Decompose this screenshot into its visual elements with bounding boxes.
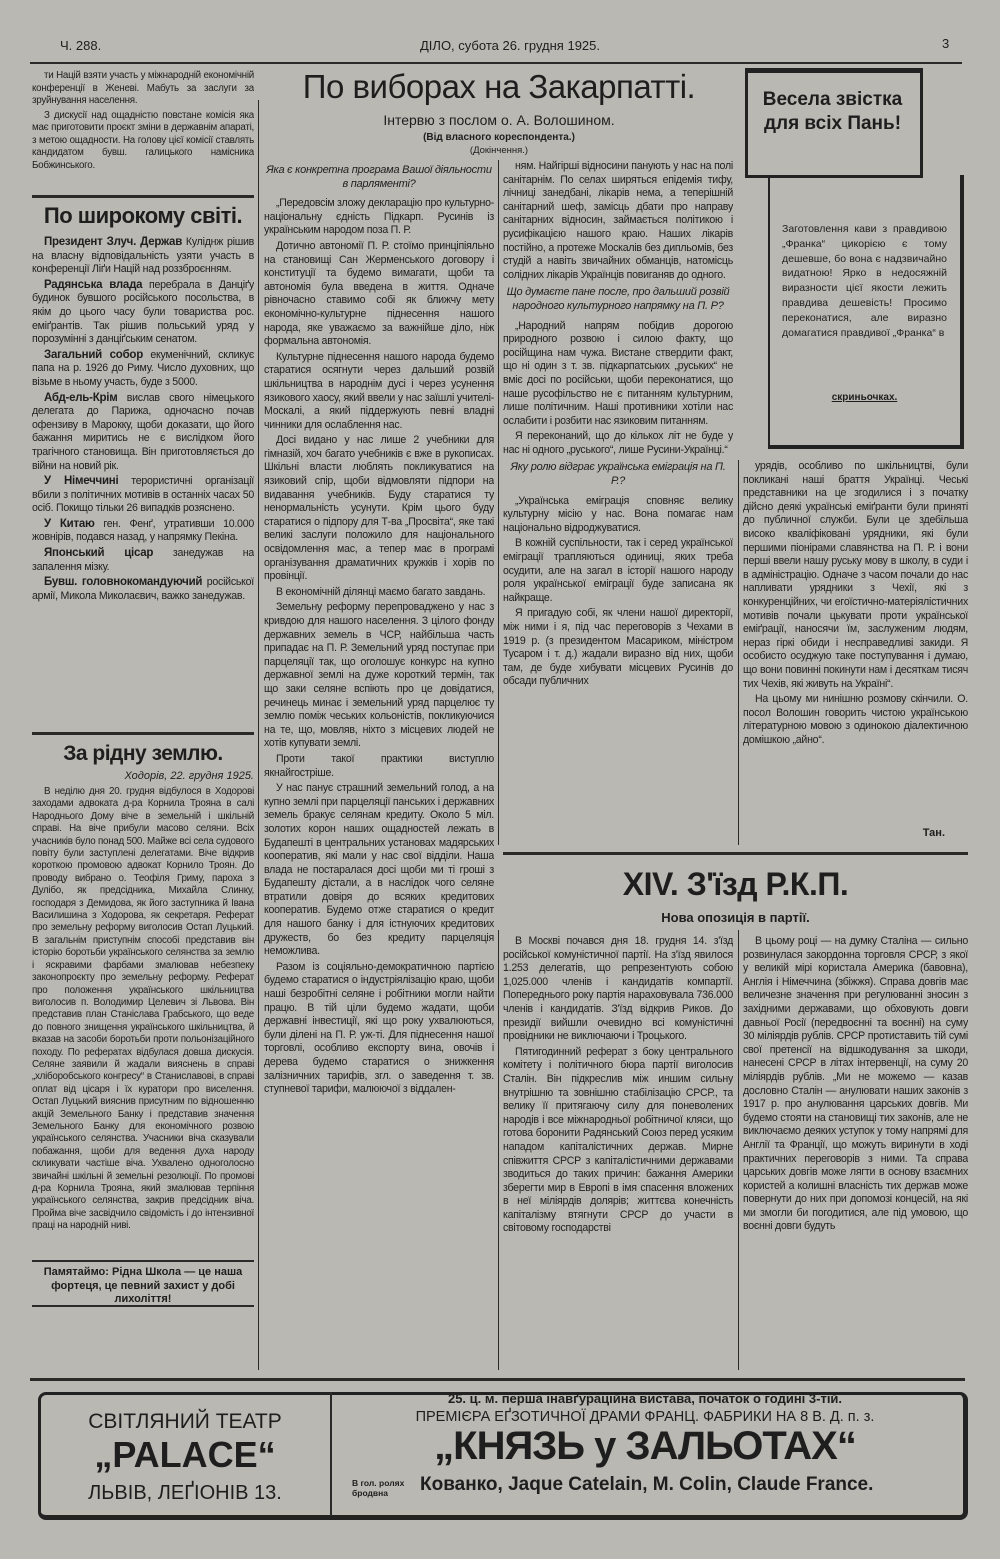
paragraph-text: вислав свого німецького делегата до Парижа, одночасно почав офензиву в Марокку, щоби доказати, що його бажання миритись не є вислідком його трагічного становища. Він приготовляється до війни на новий рік.: [32, 391, 254, 472]
interview-title: По виборах на Закарпатті.: [302, 68, 696, 105]
paragraph-lead: У Німеччині: [44, 475, 119, 488]
interview-col4: [743, 460, 968, 830]
coffee-ad-body: Заготовлення кави з правдивою „Франка“ цикорією є тому дешевше, бо вона є надзвичайно видатною! Ярко в недосяжній виразности цієї якости лежить правдива дешевість! Просимо переконатися, але виразно домагатися правдивої „Франка“ в: [782, 223, 947, 339]
congress-subtitle: Нова опозиція в партії.: [661, 910, 810, 925]
interview-question: Яку ролю відграє українська еміграція на П. Р.?: [510, 461, 726, 488]
paragraph-text: В Москві почався дня 18. грудня 14. з'їзд російської комуністичної партії. На з'їзд явилося 1.253 делегатів, що репрезентують собою 1,025.000 членів і кандидатів компартії. Попереднього року партія нараховувала 736.000 членів і кандидатів. З'їзд відкрив Риков. До президії вийшли очевидно всі комуністичні провідники не виключаючи і Троцького.: [503, 935, 733, 1043]
paragraph: [503, 607, 733, 689]
ad-line1: 25. ц. м. перша інавґураційна вистава, початок о годині 3-тій.: [447, 1391, 843, 1406]
paragraph-lead: Загальний собор: [44, 348, 143, 361]
paragraph: [32, 518, 254, 545]
section-rule: [32, 1260, 254, 1262]
paragraph: [264, 434, 494, 584]
paragraph-lead: Абд-ель-Крім: [44, 391, 118, 404]
paragraph-text: російської армії, Микола Миколаєвич, важко занедужав.: [32, 576, 254, 602]
paragraph-text: Пятигодинний реферат з боку центрального комітету і політичного бюра партії виголосив Сталін. Він підкреслив між иншим сильну внутрішню та зовнішню стабілізацію СРСР., та велику її притягаючу силу для поневолених народів і все міжнародньої робітничої кляси, що готова боронити Радянський Союз перед усяким нападом капіталістичних держав. Мирне співжиття СРСР з капіталістичними державами зводиться до таких причин: бажання Америки зберегти мир в Европі в імя спасення вложених в неї міліярдів долярів; життєва конечність капіталізму втягнути СРСР до участи в світовому господарстві: [503, 1045, 733, 1235]
paragraph-text: „Українська еміграція сповняє велику культурну місію у нас. Вона помагає нам національно відроджуватися.: [503, 494, 733, 534]
paragraph-lead: Японський цісар: [44, 547, 154, 560]
column-rule: [498, 160, 499, 845]
paragraph-text: Досі видано у нас лише 2 учебники для гімназій, хоч багато учебників є вже в рукописах. Шкільні власти люблять покликуватися на язиковий спір, щоби відмовляти підпори на видавання учебників. Буду старатися ту ненормальність усунути. Крім цього буду старатися о підпору для Т-ва „Просвіта“, яке такі великі заслуги положило для національного освідомлення мас, а тепер має в програмі організування драматичних кружків і хорів по провінції.: [264, 434, 494, 583]
section-rule: [32, 732, 254, 735]
interview-col3: [503, 160, 733, 848]
paragraph-text: Куліднж рішив на власну відповідальність узяти участь в конференції Ліґи Націй над роззброєнням.: [32, 236, 254, 276]
interview-subtitle: Інтервю з послом о. А. Волошином.: [383, 112, 615, 128]
section-rule: [503, 852, 968, 855]
paragraph: [32, 279, 254, 347]
paragraph: [503, 495, 733, 536]
paragraph: [32, 786, 254, 1233]
paragraph: [264, 351, 494, 433]
paragraph: [32, 547, 254, 574]
paragraph-text: Дотично автономії П. Р. стоїмо принціпіяльно на становищі Сан Жерменського договору і конституції та будемо вимагати, щоби та автономія була введена в життя. Одначе рівночасно ставимо собі як ближчу мету економічно-культурне піднесення нашого народа, яке уважаємо за важнійше діло, ніж формальна автономія.: [264, 239, 494, 348]
page-number: 3: [942, 36, 950, 51]
paragraph: [264, 753, 494, 780]
interview-col2: [264, 160, 494, 1372]
film-title: „КНЯЗЬ у ЗАЛЬОТАХ“: [434, 1424, 856, 1468]
paragraph: [503, 430, 733, 457]
paragraph: [32, 236, 254, 277]
paragraph: [264, 197, 494, 238]
paragraph: [503, 537, 733, 605]
paragraph: [32, 70, 254, 108]
ad-divider: [330, 1392, 332, 1516]
interview-question: Що думаєте пане после, про дальший розвій народного культурного напрямку на П. Р?: [506, 286, 730, 312]
paragraph-text: ням. Найгірші відносини панують у нас на полі санітарнім. По селах ширяться епідемія тифу, лічниці занедбані, лікарів нема, а теперішній санітарний шеф, замісць дбати про направу санітарних відносин, займається політикою і русифікацією нашого краю. Наших лікарів постійно, а протеже Москалів без дипльомів, без студій а навіть звичайних обманців, натомісць солідних лікарів Українців повиганяв до одного.: [503, 160, 733, 281]
paragraph: [264, 782, 494, 959]
paragraph: [743, 693, 968, 747]
issue-number: Ч. 288.: [60, 38, 102, 53]
paragraph-text: перебрала в Данціґу будинок бувшого російського посольства, в якім до цього часу були товариства рос. еміґрантів. Так рішив польський уряд у порозумінні з данціґським сенатом.: [32, 278, 254, 346]
paragraph: [503, 320, 733, 429]
paragraph-text: У нас панує страшний земельний голод, а на купно землі при парцеляції панських і державних земель бракує селянам кредиту. Около 5 міл. золотих корон наших ощадностей лежать в Будапешті в центральних установах мадярських кооператив, які мали у нас свої відділи. Наша влада не постаралася досі щоби ми ті гроші з Будапешту дістали, а в наслідок чого селяне втратили довіря до всяких кредитових кооператив. Будемо отже старатися о кредит для нашого банку і для істнуючих кредитових дружеств, бо без кредиту парцеляція неможлива.: [264, 782, 494, 958]
paragraph: [743, 935, 968, 1234]
paragraph-text: В цьому році — на думку Сталіна — сильно розвинулася закордонна торговля СРСР, з якої у великій мірі користала Америка (бавовна), Англія і Німеччина (збіжжя). Справа довгів має величезне значення при регулюванні зносин з західними державами, що обховують довги давньої Росії (передвоєнні та воєнні) на суму 30 міліярдів рублів. СРСР протиставить тій сумі свої претенсії на відшкодування за шкоди, нанесені СРСР в літах інтервенції, на суму 20 міліярдів рублів. „Ми не можемо — казав дословно Сталін — анулювати наших законів з 1917 р. про анулювання царських довгів. Ми будемо стояти на становищі тих законів, але не виключаємо деяких уступок у тому напрямі для Англії та Франції, що можуть виринути в ході практичних переговорів з ними. Та справа царських довгів може лягти в основу взаємних користей а колишні власність тих держав може повернути до них при допомозі концесій, на які ми змогли би погодитися, але під умовою, що воєнні довги будуть: [743, 935, 968, 1233]
paragraph-text: В кожній суспільности, так і серед української еміграції трапляються одиниці, яких треба осудити, але на загал в історії нашого народу роля української еміграції буде записана як найкраще.: [503, 537, 733, 604]
interview-continued: (Докінчення.): [469, 145, 529, 156]
paragraph-text: занедужав на запалення мізку.: [32, 547, 254, 573]
paragraph-text: „Народний напрям побідив дорогою природного розвою і силою факту, що російщина нам чужа. Вистане ствердити факт, що ні один з т. зв. підкарпатських „руських“ не вміє досі по російськи, щоби переконатися, що наше русофільство не є питанням культурним, лише політичним. Наші противники хотіли нас ослабити і розбити нас язиковим питанням.: [503, 319, 733, 427]
paragraph: [264, 586, 494, 600]
paragraph-text: урядів, особливо по шкільництві, були покликані наші браття Українці. Чеські представники на це згодилися і з початку дійсно деякі українські еміґранти були приняті до публичної служби. Були це здебільша високо кваліфіковані урядники, які були першими пiонірами славянства на П. Р. і вони перші ввели нашу руську мову в школу, в суди і в адміністрацію. Одначе з часом почали до нас напливати урядники з Чехії, які з конкуренційних, чи егоїстично-матеріялістичних мотивів почали цькувати проти української еміґрації, наносячи їм, заслуженим людям, нераз гіркі обиди і несправедливі закиди. Я особисто осуджую таке поступування і думаю, що вони повинні покинути нам і десяткам тисяч тих Чехів, які живуть на Україні“.: [743, 460, 968, 690]
paragraph: [503, 1046, 733, 1236]
paragraph-text: Культурне піднесення нашого народа будемо старатися осягнути через дальший розвій шкільництва в народнім дусі і через усунення язикового хаосу, який ввели у нас заїшлі учителі-Москалі, а який піддержують певні владні чинники для ослаблення нас.: [264, 350, 494, 431]
paragraph-text: „Передовсім зложу декларацію про культурно-національну єдність Підкарп. Русинів із українським народом поза П. Р.: [264, 197, 494, 237]
coffee-ad-headline: Весела звістка для всіх Пань!: [762, 89, 903, 134]
paragraph: [264, 601, 494, 751]
congress-col3: [503, 935, 733, 1372]
interview-byline: (Від власного кореспондента.): [423, 132, 575, 143]
land-body: [32, 786, 254, 1256]
paragraph: [32, 349, 254, 390]
paragraph-text: терористичні організації вбили з політичних мотивів в останніх часах 50 осіб. Покищо тільки 26 випадків розяснено.: [32, 475, 254, 515]
congress-title: XIV. З'їзд Р.К.П.: [622, 866, 849, 902]
theatre-address: ЛЬВІВ, ЛЕҐІОНІВ 13.: [88, 1482, 282, 1504]
paragraph-text: На цьому ми нинішню розмову скінчили. О. посол Волошин говорить чистою українською літературною мовою з одинокою діалектичною домішкою „айно“.: [743, 693, 968, 746]
masthead: ДІЛО, субота 26. грудня 1925.: [420, 38, 600, 53]
paragraph: [264, 240, 494, 349]
paragraph: [503, 160, 733, 282]
paragraph-text: ти Націй взяти участь у міжнародній економічній конференції в Женеві. Мабуть за заслуги за зруйнування населення.: [32, 70, 254, 106]
world-news-body: [32, 236, 254, 724]
paragraph: [32, 392, 254, 474]
land-dateline: Ходорів, 22. грудня 1925.: [124, 770, 254, 782]
column-rule: [738, 930, 739, 1370]
ad-line2: ПРЕМІЄРА ЕҐЗОТИЧНОЇ ДРАМИ ФРАНЦ. ФАБРИКИ НА 8 В. Д. п. з.: [415, 1409, 875, 1425]
theatre-name: „PALACE“: [94, 1434, 276, 1475]
paragraph: [264, 961, 494, 1097]
paragraph: [32, 576, 254, 603]
motto: Памятаймо: Рідна Школа — це наша фортеця, це певний захист у добі лихоліття!: [43, 1266, 243, 1305]
column-rule: [258, 100, 259, 1370]
congress-col4: [743, 935, 968, 1372]
section-rule: [32, 195, 254, 198]
column-rule: [498, 930, 499, 1370]
paragraph-text: Я пригадую собі, як члени нашої директорії, між ними і я, під час переговорів з Чехами в 1919 р. (з президентом Масариком, міністром Тусаром і т. д.) жадали виразно від них, щоби там, де буде хибувати місцевих Русинів до обсади публичних: [503, 607, 733, 688]
paragraph-text: екуменічний, скликує папа на р. 1926 до Риму. Число духовних, що візьме в ньому участь, буде з 5000.: [32, 348, 254, 388]
theatre-label: СВІТЛЯНИЙ ТЕАТР: [88, 1410, 282, 1433]
paragraph-text: З дискусії над ощадністю повстане комісія яка має приготовити проєкт зміни в державнім апараті, з метою ощадности. На голову цієї комісії ставлять кандидатом бувш. галицького намісника Бобжинського.: [32, 109, 254, 171]
paragraph-lead: Президент Злуч. Держав: [44, 236, 183, 248]
world-news-title: По широкому світі.: [43, 203, 243, 228]
land-title: За рідну землю.: [63, 742, 223, 765]
paragraph-text: Земельну реформу перепроваджено у нас з кривдою для нашого населення. З цілого фонду державних земель в ЧСР, найбільша часть припадає на П. Р. Земельний уряд поступає при парцеляції так, що оголошує конкурс на купно державної землі на дуже короткий термін, так що заки селяне вспіють про це довідатися, речинець минає і земельний уряд парцелює ту землю поміж чеських кольоністів, покликуючися на те, що, мовляв, ніхто з місцевих людей не хотів купувати землі.: [264, 601, 494, 750]
paragraph: [32, 110, 254, 173]
column-rule: [738, 460, 739, 845]
paragraph-lead: Радянська влада: [44, 278, 143, 291]
paragraph-text: Проти такої практики виступлю якнайгостріше.: [264, 752, 494, 779]
header-rule: [30, 62, 962, 64]
paragraph-lead: У Китаю: [44, 517, 95, 530]
paragraph-text: Разом із соціяльно-демократичною партією будемо старатися о індустріялізацію краю, щоби наші безробітні селяне і робітники могли найти працю. В тій ціли будемо жадати, щоби державні інвестиції, які що року ухвалюються, були ділені на П. Р. уж-ті. Для піднесення нашої торговлі, особливо експорту вина, овочів і дерева будемо старатися о знижкення залізничних тарифів, згл. о заведення т. зв. ступневої тарифи, малюючої з віддален-: [264, 960, 494, 1096]
section-rule: [32, 1305, 254, 1307]
col1-top-text: [32, 70, 254, 185]
paragraph: [32, 475, 254, 516]
paragraph-text: В економічній ділянці маємо багато завдань.: [276, 585, 486, 598]
paragraph-text: Я переконаний, що до кількох літ не буде у нас ні одного „руського“, лише Русини-Українці.“: [503, 430, 733, 456]
coffee-ad-footer: скриньочках.: [831, 392, 898, 403]
paragraph-text: В неділю дня 20. грудня відбулося в Ходорові заходами адвоката д-ра Корнила Трояна в салі Народнього Дому віче в земельній і шкільній справі. На віче прибули масово селяни. Всіх учасників було понад 500. Майже всі села судового повіту були заступлені делегатами. Віче відкрив короткою промовою адвокат Корнило Троян. До проводу вибрано о. Теофіля Гриму, пароха з Дулібо, як предсідника, Михайла Слинку, господаря з Демидова, як його заступника й Івана Василишина з Ходорова, як секретаря. Реферат про земельну реформу виголосив Остап Луцький. В загальнім приступнім способі представив він історію боротьби українського селянства за землю і яскравими фарбами змалював небезпеку законопроєкту про земельну реформу. Реферат про положення українського шкільництва виголосив п. Володимир Целевич зі Львова. Він представив план Станіслава Грабського, що веде до повного знищення українського шкільництва, й вказав на засоби боротьби проти польонізаційного походу. По рефератах відбулася довша дискусія. Селяне заявили й жадали вияснень в справі „хліборобського конгресу“ в Станиславові, в справі оплат від цісаря і їх куратори про виселення. Остап Луцький вияснив присутним по відношенню акцій Земельного Банку і представив значення Земельного Банку для економічного розвою українського селянства. Учасники віча сказували побажання, щоби для ведення духа народу скликувати частіше віча. Ухвалено одноголосно звичайні шкільні й земельні резолюції. По промові д-ра Корнила Трояна, який змалював терпіння українського селянства, закрив предсідник віча. Пройма віче засвідчило свідомість і до інтензивної праці на народній ниві.: [32, 786, 254, 1232]
section-rule: [30, 1378, 965, 1381]
cast-label: В гол. ролях бродвна: [352, 1478, 405, 1498]
interview-question: Яка є конкретна програма Вашої діяльности в парляменті?: [266, 164, 492, 190]
paragraph: [503, 935, 733, 1044]
paragraph-lead: Бувш. головнокомандуючий: [44, 576, 203, 589]
interview-signature: Тан.: [922, 827, 945, 839]
paragraph: [743, 460, 968, 691]
paragraph-text: ген. Фенґ, утративши 10.000 жовнірів, подався назад, у напрямку Пекіна.: [32, 517, 254, 544]
cast-list: Кованко, Jaque Catelain, M. Colin, Claude France.: [420, 1474, 874, 1495]
